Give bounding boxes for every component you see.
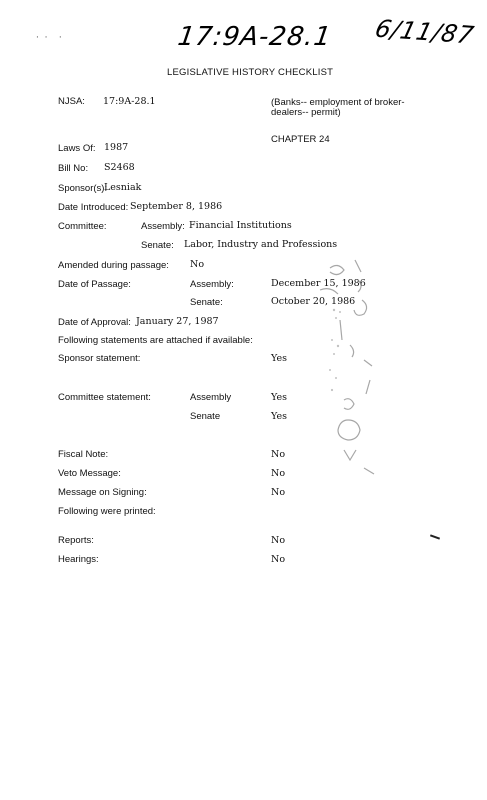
laws-of-label: Laws Of: xyxy=(58,143,96,154)
committee-senate-label: Senate: xyxy=(141,240,174,251)
passage-label: Date of Passage: xyxy=(58,279,131,290)
page-title: LEGISLATIVE HISTORY CHECKLIST xyxy=(167,67,334,78)
committee-statement-label: Committee statement: xyxy=(58,392,151,403)
committee-statement-senate-label: Senate xyxy=(190,411,221,422)
amended-label: Amended during passage: xyxy=(58,260,169,271)
committee-statement-senate-value: Yes xyxy=(271,411,287,422)
sponsor-statement-label: Sponsor statement: xyxy=(58,353,141,364)
approval-value: January 27, 1987 xyxy=(136,316,219,327)
amended-value: No xyxy=(190,259,205,270)
passage-assembly-value: December 15, 1986 xyxy=(271,278,366,289)
handwritten-statute: 17:9A-28.1 xyxy=(175,22,334,52)
chapter: CHAPTER 24 xyxy=(271,134,330,145)
library-stamp-mark xyxy=(300,250,390,480)
committee-assembly-label: Assembly: xyxy=(141,221,185,232)
veto-message-label: Veto Message: xyxy=(58,468,121,479)
following-attached-heading: Following statements are attached if available: xyxy=(58,335,253,346)
reports-label: Reports: xyxy=(58,535,94,546)
passage-assembly-label: Assembly: xyxy=(190,279,234,290)
following-printed-heading: Following were printed: xyxy=(58,506,156,517)
committee-senate-value: Labor, Industry and Professions xyxy=(184,239,338,250)
fiscal-note-value: No xyxy=(271,449,286,460)
laws-of-value: 1987 xyxy=(104,142,129,153)
sponsor-label: Sponsor(s): xyxy=(58,183,108,194)
approval-label: Date of Approval: xyxy=(58,317,131,328)
hearings-label: Hearings: xyxy=(58,554,99,565)
subject-line-1: (Banks-- employment of broker- xyxy=(271,97,405,108)
bill-no-label: Bill No: xyxy=(58,163,89,174)
subject-line-2: dealers-- permit) xyxy=(271,107,341,118)
bill-no-value: S2468 xyxy=(104,162,135,173)
reports-value: No xyxy=(271,535,286,546)
committee-statement-assembly-value: Yes xyxy=(271,392,287,403)
hearings-value: No xyxy=(271,554,286,565)
committee-statement-assembly-label: Assembly xyxy=(190,392,232,403)
committee-label: Committee: xyxy=(58,221,107,232)
veto-message-value: No xyxy=(271,468,286,479)
passage-senate-label: Senate: xyxy=(190,297,223,308)
committee-assembly-value: Financial Institutions xyxy=(189,220,292,231)
sponsor-value: Lesniak xyxy=(104,182,142,193)
handwritten-date: 6/11/87 xyxy=(372,14,478,50)
stray-mark xyxy=(430,534,440,539)
scan-specks: · · · xyxy=(36,33,62,43)
njsa-label: NJSA: xyxy=(58,96,85,107)
passage-senate-value: October 20, 1986 xyxy=(271,296,356,307)
message-signing-value: No xyxy=(271,487,286,498)
sponsor-statement-value: Yes xyxy=(271,353,287,364)
date-introduced-value: September 8, 1986 xyxy=(130,201,223,212)
message-signing-label: Message on Signing: xyxy=(58,487,147,498)
date-introduced-label: Date Introduced: xyxy=(58,202,129,213)
fiscal-note-label: Fiscal Note: xyxy=(58,449,109,460)
njsa-value: 17:9A-28.1 xyxy=(103,96,156,107)
